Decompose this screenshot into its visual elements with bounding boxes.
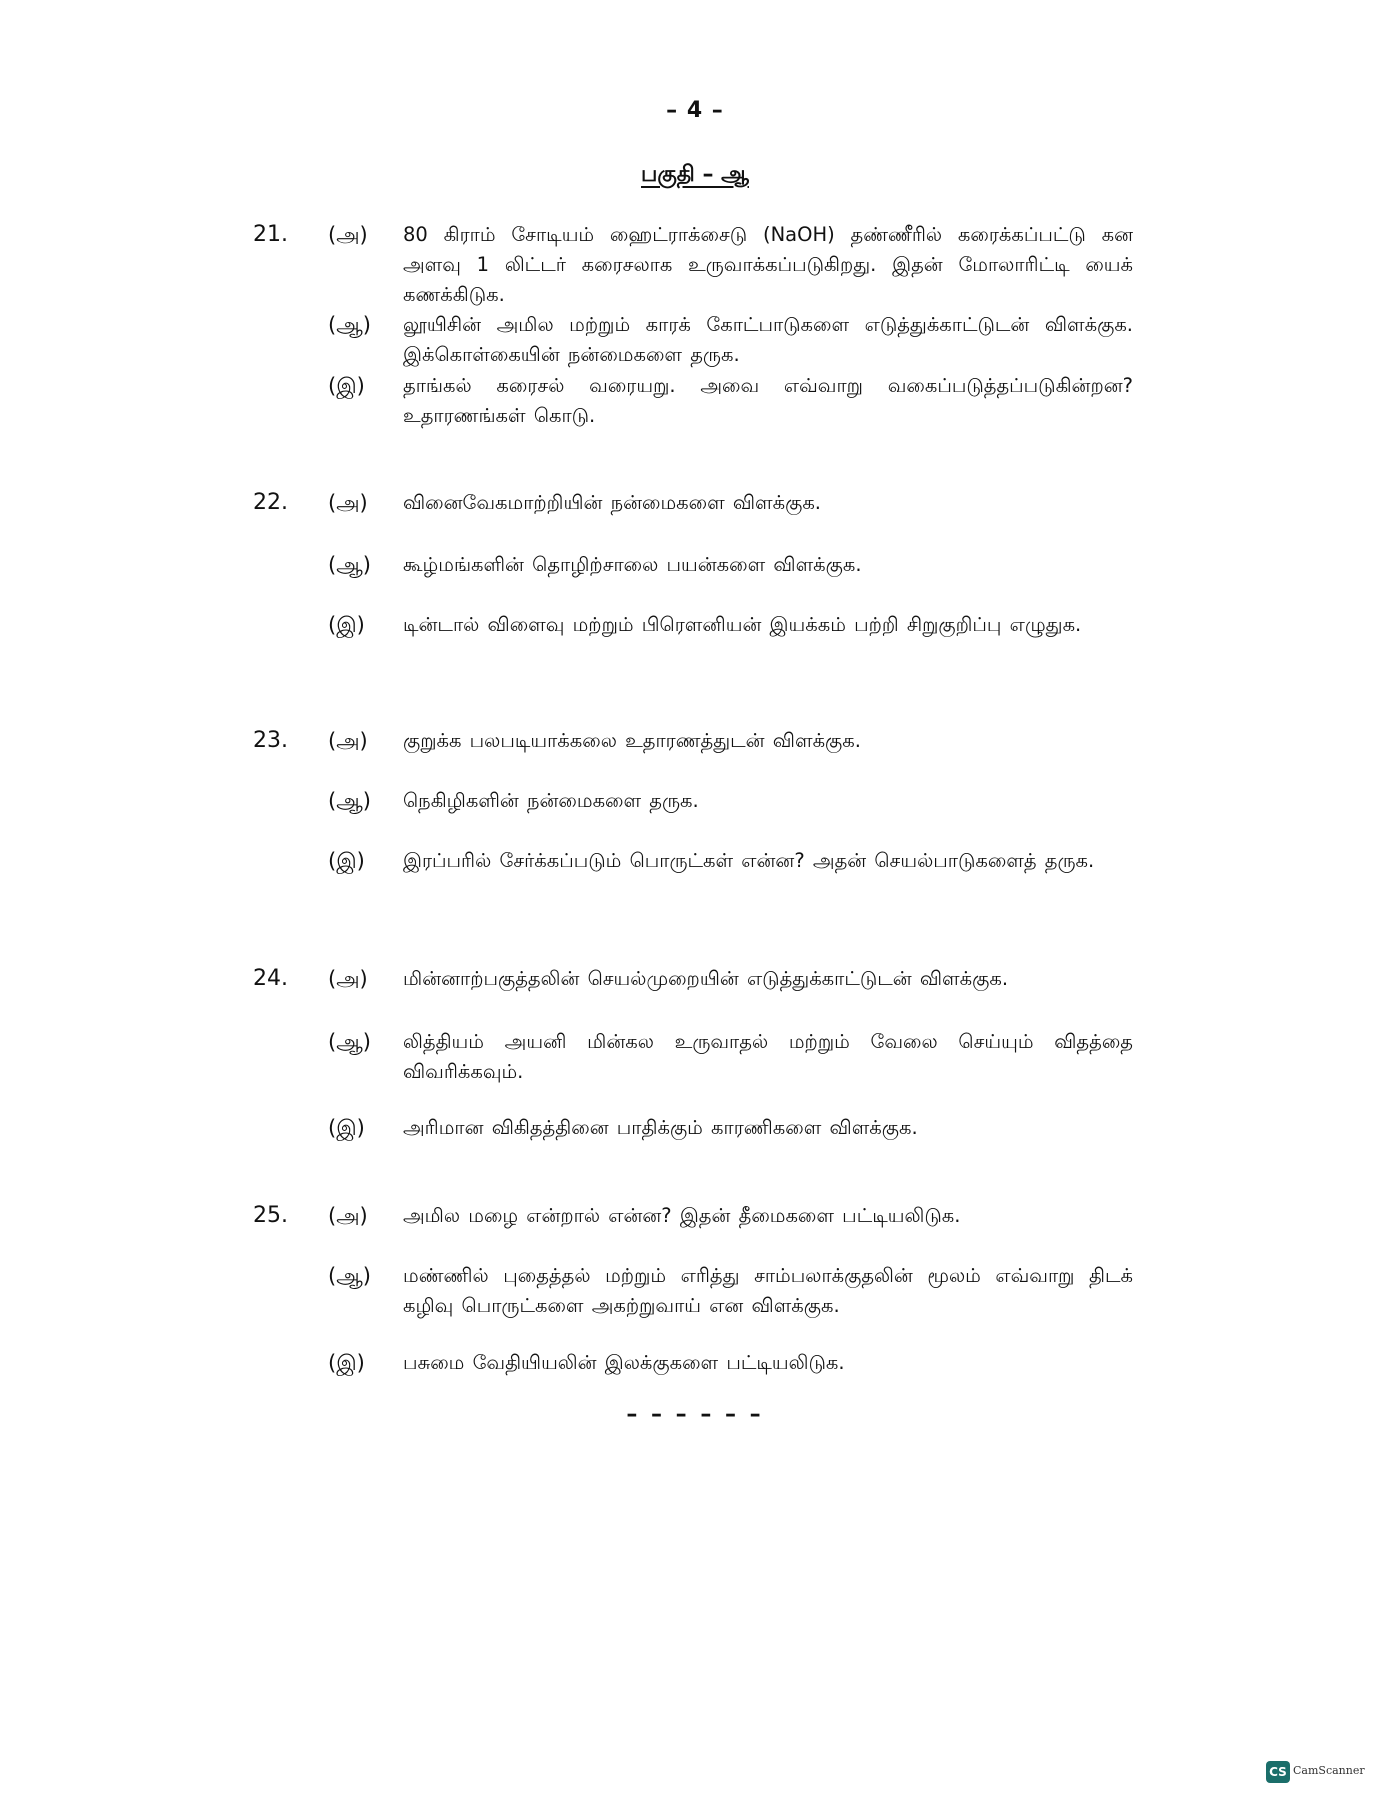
question-number: 21. (253, 222, 288, 247)
sub-question-text: அரிமான விகிதத்தினை பாதிக்கும் காரணிகளை விளக்குக. (403, 1116, 918, 1139)
sub-question-text: அமில மழை என்றால் என்ன? இதன் தீமைகளை பட்டியலிடுக. (403, 1204, 961, 1227)
sub-question-text: நெகிழிகளின் நன்மைகளை தருக. (403, 789, 699, 812)
sub-question-text: மண்ணில் புதைத்தல் மற்றும் எரித்து சாம்பலாக்குதலின் மூலம் எவ்வாறு திடக் கழிவு பொருட்களை அகற்றுவாய் என விளக்குக. (403, 1264, 1133, 1317)
sub-question-text: இரப்பரில் சேர்க்கப்படும் பொருட்கள் என்ன? அதன் செயல்பாடுகளைத் தருக. (403, 849, 1095, 872)
page-number: – 4 – (666, 98, 724, 123)
sub-question-text: பசுமை வேதியியலின் இலக்குகளை பட்டியலிடுக. (403, 1351, 845, 1374)
sub-question-label: (இ) (328, 849, 365, 873)
question-number: 22. (253, 490, 288, 515)
camscanner-watermark (1266, 1759, 1390, 1787)
sub-question-text: குறுக்க பலபடியாக்கலை உதாரணத்துடன் விளக்குக. (403, 729, 861, 752)
sub-question-label: (அ) (328, 729, 368, 753)
sub-question-label: (அ) (328, 223, 368, 247)
sub-question-label: (ஆ) (328, 313, 371, 337)
sub-question-text: டின்டால் விளைவு மற்றும் பிரௌனியன் இயக்கம் பற்றி சிறுகுறிப்பு எழுதுக. (403, 613, 1082, 636)
sub-question-label: (அ) (328, 491, 368, 515)
sub-question-label: (அ) (328, 967, 368, 991)
sub-question-label: (ஆ) (328, 789, 371, 813)
section-title (0, 162, 1390, 190)
camscanner-logo-icon: CS (1266, 1761, 1290, 1783)
sub-question-text: தாங்கல் கரைசல் வரையறு. அவை எவ்வாறு வகைப்படுத்தப்படுகின்றன? உதாரணங்கள் கொடு. (403, 374, 1133, 427)
sub-question-text: லித்தியம் அயனி மின்கல உருவாதல் மற்றும் வேலை செய்யும் விதத்தை விவரிக்கவும். (403, 1030, 1133, 1083)
sub-question-label: (இ) (328, 613, 365, 637)
sub-question-label: (இ) (328, 1116, 365, 1140)
question-number: 25. (253, 1203, 288, 1228)
sub-question-text: கூழ்மங்களின் தொழிற்சாலை பயன்களை விளக்குக. (403, 553, 862, 576)
sub-question-label: (இ) (328, 374, 365, 398)
end-of-section-rule: – – – – – – (626, 1402, 764, 1427)
sub-question-label: (இ) (328, 1351, 365, 1375)
sub-question-label: (ஆ) (328, 553, 371, 577)
sub-question-text: வினைவேகமாற்றியின் நன்மைகளை விளக்குக. (403, 491, 822, 514)
section-title-text: பகுதி – ஆ (641, 162, 749, 187)
question-number: 24. (253, 966, 288, 991)
sub-question-label: (ஆ) (328, 1264, 371, 1288)
sub-question-text: மின்னாற்பகுத்தலின் செயல்முறையின் எடுத்துக்காட்டுடன் விளக்குக. (403, 967, 1009, 990)
question-number: 23. (253, 728, 288, 753)
sub-question-label: (ஆ) (328, 1030, 371, 1054)
sub-question-label: (அ) (328, 1204, 368, 1228)
camscanner-logo-text: CamScanner (1293, 1764, 1365, 1777)
sub-question-text: லூயிசின் அமில மற்றும் காரக் கோட்பாடுகளை எடுத்துக்காட்டுடன் விளக்குக. இக்கொள்கையின் நன்மைகளை தருக. (403, 313, 1133, 366)
sub-question-text: 80 கிராம் சோடியம் ஹைட்ராக்சைடு (NaOH) தண்ணீரில் கரைக்கப்பட்டு கன அளவு 1 லிட்டர் கரைசலாக உருவாக்கப்படுகிறது. இதன் மோலாரிட்டி யைக் கணக்கிடுக. (403, 223, 1133, 306)
